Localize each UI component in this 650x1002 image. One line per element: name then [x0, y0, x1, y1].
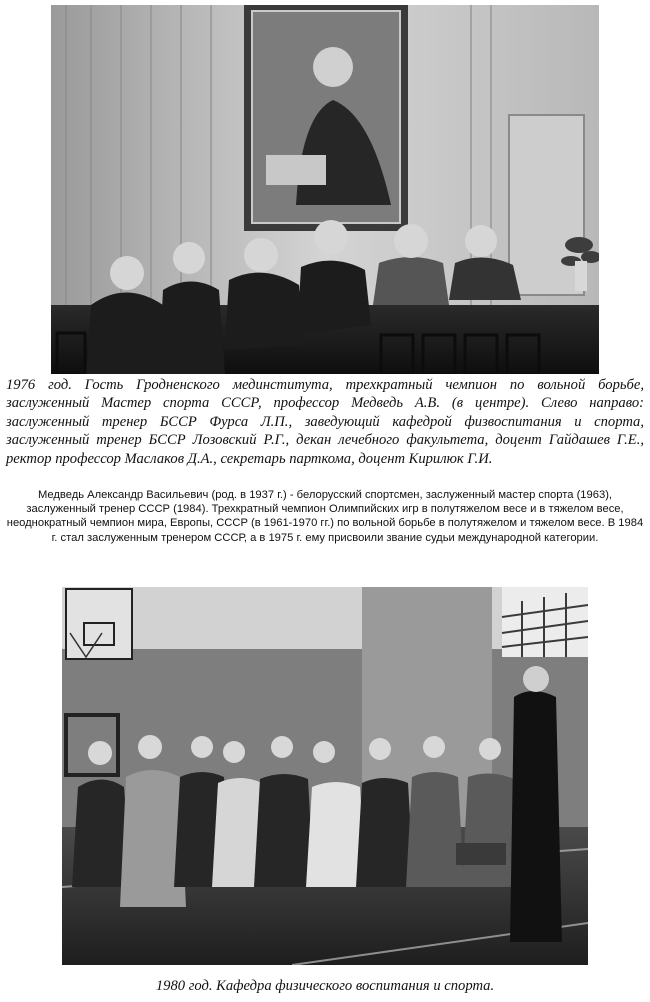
photo-department-1980-image	[62, 587, 588, 965]
photo-meeting-1976	[51, 5, 599, 374]
photo-caption-1980: 1980 год. Кафедра физического воспитания и спорта.	[155, 978, 495, 994]
photo-meeting-1976-image	[51, 5, 599, 374]
photo-caption-1976: 1976 год. Гость Гродненского мединститута, трехкратный чемпион по вольной борьбе, заслуженный Мастер спорта СССР, профессор Медведь А.В. (в центре). Слево направо: заслуженный тренер БССР Фурса Л.П., заведующий кафедрой физвоспитания и спорта, заслуженный тренер БССР Лозовский Р.Г., декан лечебного факультета, доцент Гайдашев Г.Е., ректор профессор Маслаков Д.А., секретарь парткома, доцент Кирилюк Г.И.	[6, 377, 644, 467]
biography-text: Медведь Александр Васильевич (род. в 1937 г.) - белорусский спортсмен, заслуженный мастер спорта (1963), заслуженный тренер СССР (1984). Трехкратный чемпион Олимпийских игр в полутяжелом весе и в тяжелом весе, неоднократный чемпион мира, Европы, СССР (в 1961-1970 гг.) по вольной борьбе в полутяжелом и тяжелом весе. В 1984 г. стал заслуженным тренером СССР, а в 1975 г. ему присвоили звание судьи международной категории.	[6, 489, 644, 544]
photo-department-1980	[62, 587, 588, 965]
